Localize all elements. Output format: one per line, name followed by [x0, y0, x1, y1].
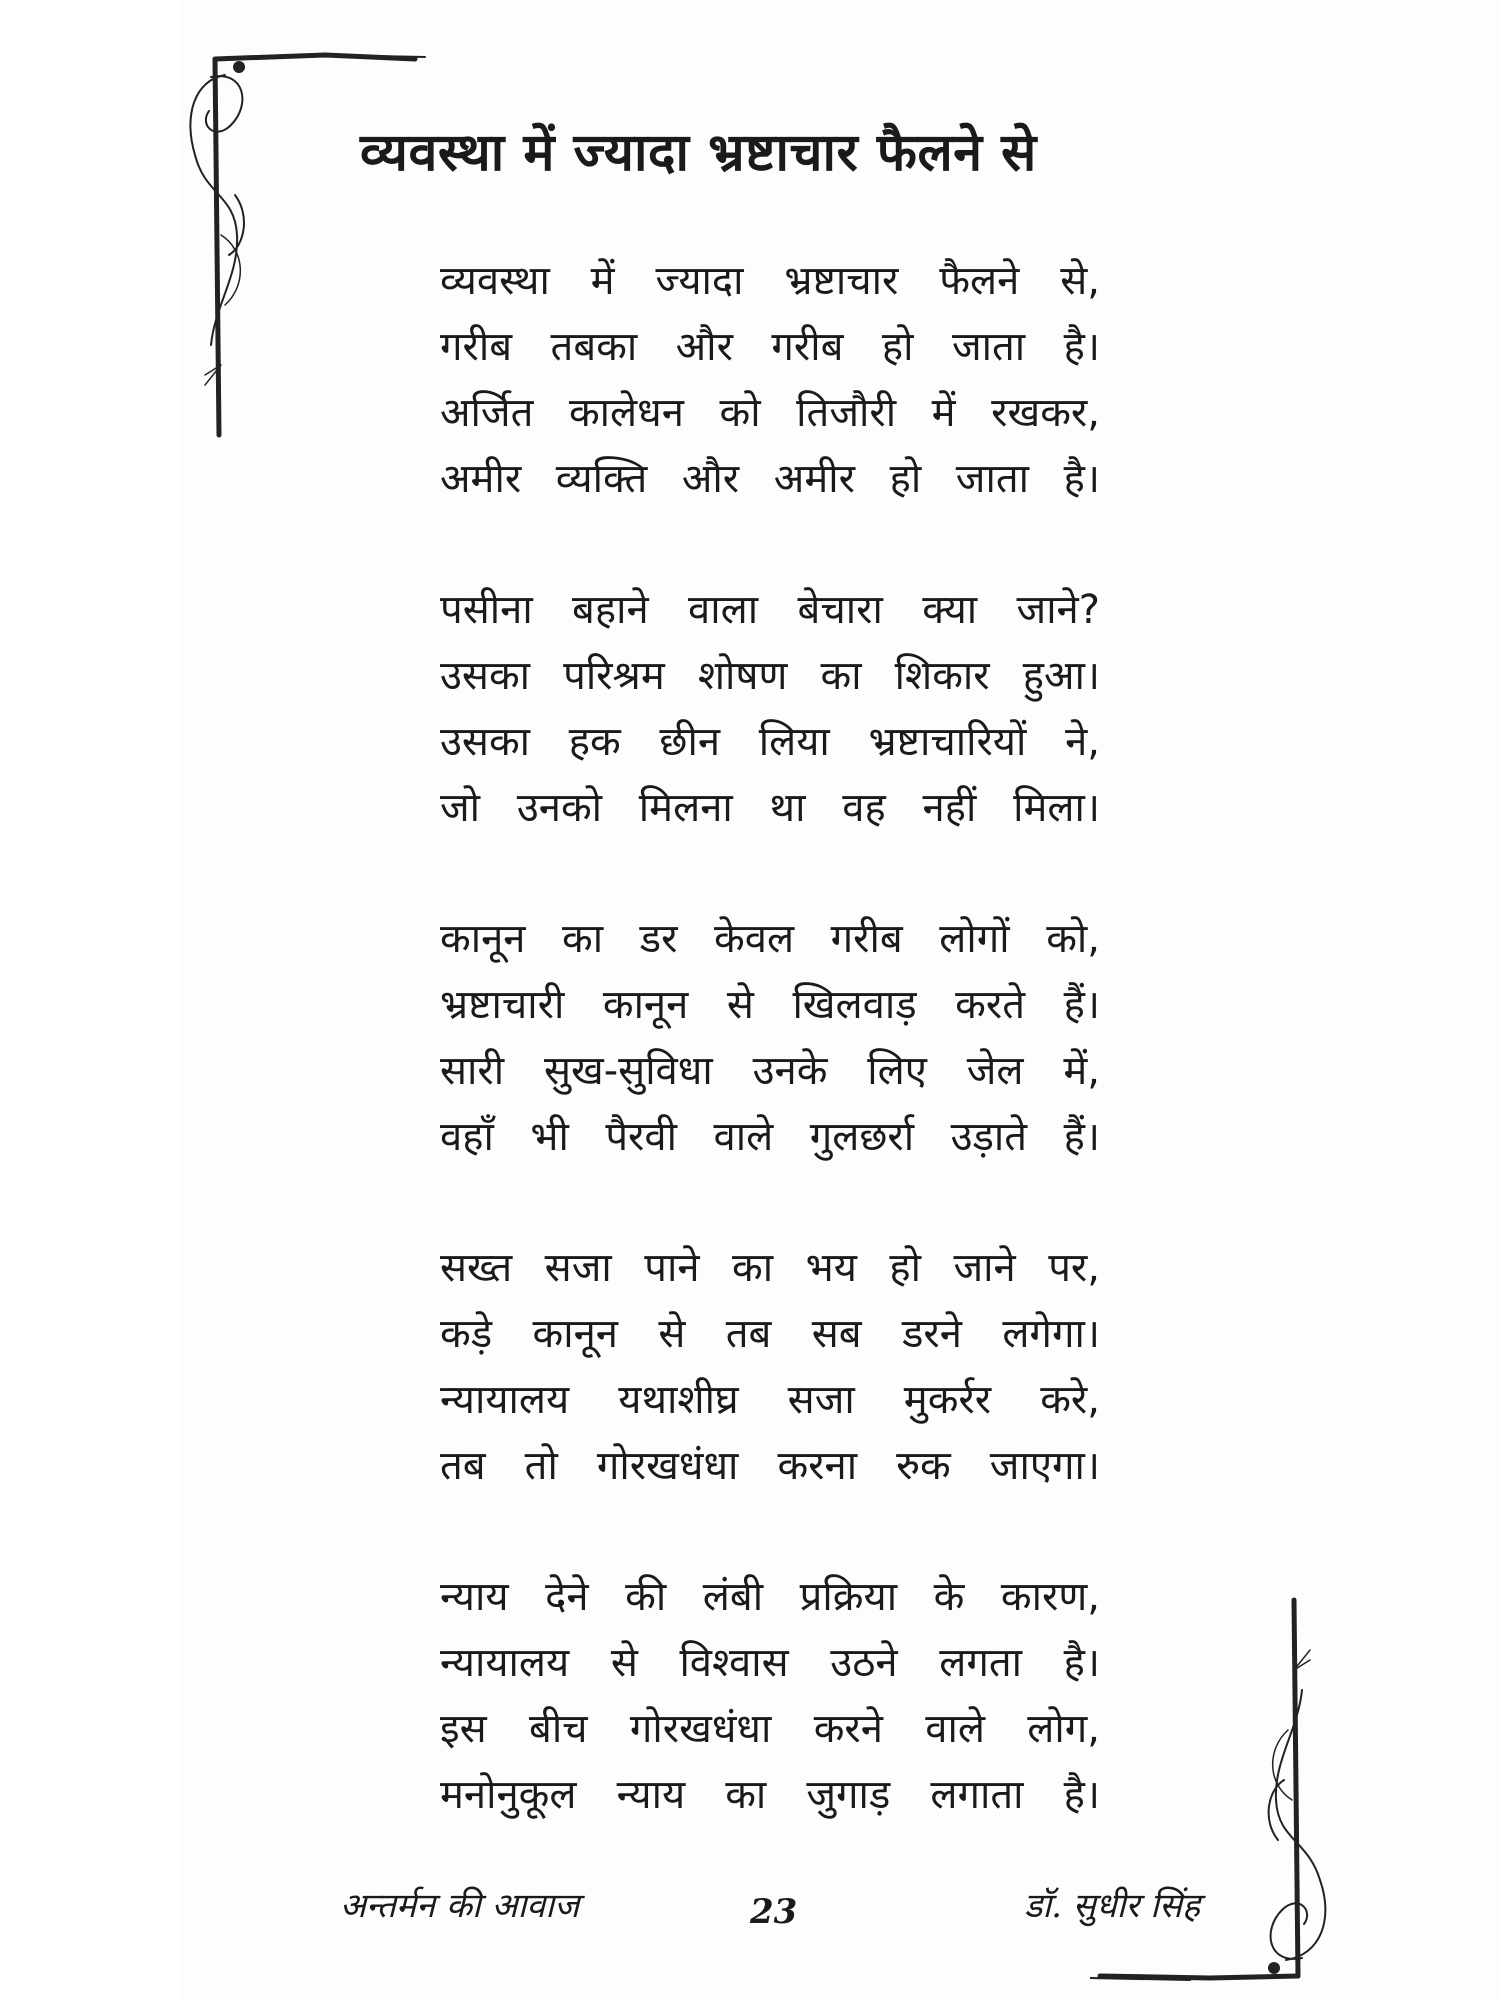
footer-author: डॉ. सुधीर सिंह [1024, 1886, 1200, 1926]
footer-book-title: अन्तर्मन की आवाज [340, 1886, 580, 1926]
poem-line: जो उनको मिलना था वह नहीं मिला। [440, 785, 1100, 831]
poem-line: उसका परिश्रम शोषण का शिकार हुआ। [440, 653, 1100, 699]
poem-line: अर्जित कालेधन को तिजौरी में रखकर, [440, 390, 1100, 436]
poem-line: वहाँ भी पैरवी वाले गुलछर्रा उड़ाते हैं। [440, 1114, 1100, 1160]
poem-line: कड़े कानून से तब सब डरने लगेगा। [440, 1311, 1100, 1357]
poem-line: न्यायालय यथाशीघ्र सजा मुकर्रर करे, [440, 1377, 1100, 1423]
stanza [440, 577, 1100, 841]
page-number: 23 [750, 1892, 798, 1932]
poem-line: न्यायालय से विश्वास उठने लगता है। [440, 1640, 1100, 1686]
stanza [440, 1235, 1100, 1499]
poem-title: व्यवस्था में ज्यादा भ्रष्टाचार फैलने से [360, 123, 1037, 183]
poem-line: भ्रष्टाचारी कानून से खिलवाड़ करते हैं। [440, 982, 1100, 1028]
poem-line: उसका हक छीन लिया भ्रष्टाचारियों ने, [440, 719, 1100, 765]
poem-line: सारी सुख-सुविधा उनके लिए जेल में, [440, 1048, 1100, 1094]
stanza [440, 248, 1100, 512]
poem-line: सख्त सजा पाने का भय हो जाने पर, [440, 1245, 1100, 1291]
poem-line: पसीना बहाने वाला बेचारा क्या जाने? [440, 587, 1100, 633]
poem-line: व्यवस्था में ज्यादा भ्रष्टाचार फैलने से, [440, 258, 1100, 304]
poem-body [440, 248, 1100, 1893]
poem-line: गरीब तबका और गरीब हो जाता है। [440, 324, 1100, 370]
stanza [440, 1564, 1100, 1828]
poem-line: न्याय देने की लंबी प्रक्रिया के कारण, [440, 1574, 1100, 1620]
poem-line: इस बीच गोरखधंधा करने वाले लोग, [440, 1706, 1100, 1752]
poem-line: कानून का डर केवल गरीब लोगों को, [440, 916, 1100, 962]
corner-ornament-top-left [175, 45, 435, 445]
stanza [440, 906, 1100, 1170]
poem-line: मनोनुकूल न्याय का जुगाड़ लगाता है। [440, 1772, 1100, 1818]
poem-line: अमीर व्यक्ति और अमीर हो जाता है। [440, 456, 1100, 502]
poem-line: तब तो गोरखधंधा करना रुक जाएगा। [440, 1443, 1100, 1489]
page-footer [340, 1876, 1200, 1936]
